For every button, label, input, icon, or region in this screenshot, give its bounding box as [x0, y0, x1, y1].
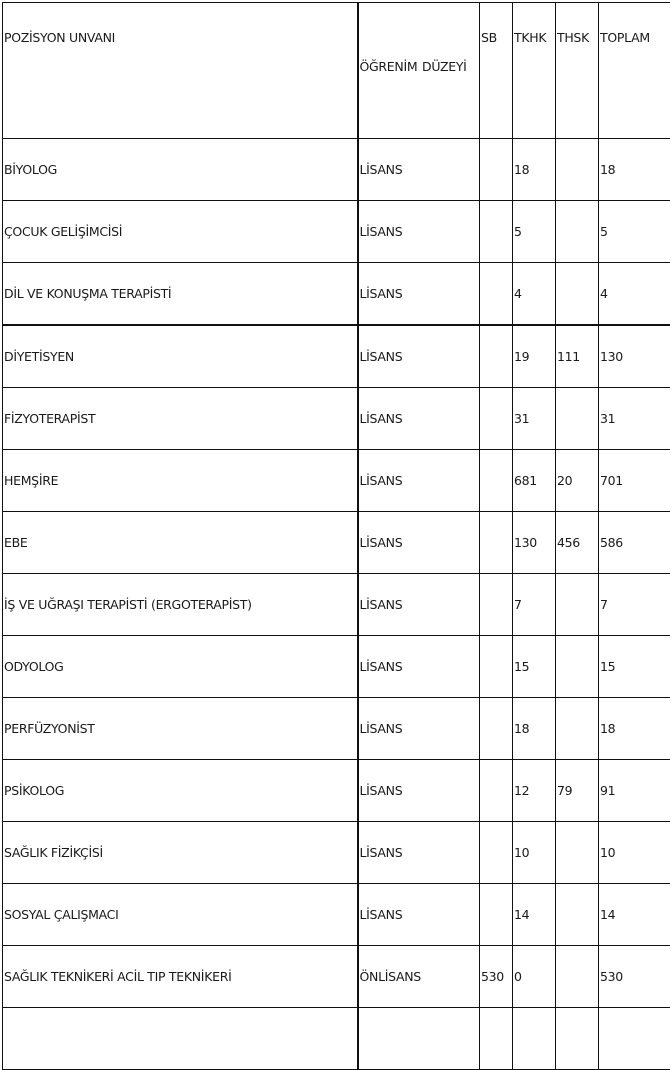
cell-education: LİSANS: [358, 325, 480, 388]
cell-sb: [480, 698, 513, 760]
table-header-row: [3, 3, 670, 139]
cell-sb: [480, 325, 513, 388]
cell-education: LİSANS: [358, 574, 480, 636]
cell-sb: [480, 512, 513, 574]
cell-thsk: [556, 946, 599, 1008]
cell-thsk: [556, 139, 599, 201]
cell-thsk: [556, 263, 599, 326]
cell-tkhk: 0: [513, 946, 556, 1008]
cell-education: LİSANS: [358, 263, 480, 326]
cell-position: DİL VE KONUŞMA TERAPİSTİ: [3, 263, 358, 326]
cell-position: FİZYOTERAPİST: [3, 388, 358, 450]
cell-tkhk: 4: [513, 263, 556, 326]
cell-sb: [480, 760, 513, 822]
table-row: [3, 263, 670, 326]
table-row: [3, 760, 670, 822]
cell-thsk: [556, 698, 599, 760]
table-row: [3, 201, 670, 263]
cell-total: 91: [599, 760, 670, 822]
cell-tkhk: 5: [513, 201, 556, 263]
cell-sb: [480, 822, 513, 884]
cell-thsk: [556, 574, 599, 636]
cell-tkhk: 18: [513, 139, 556, 201]
cell-tkhk: 681: [513, 450, 556, 512]
header-education-level: ÖĞRENİM DÜZEYİ: [358, 3, 480, 139]
cell-total: 130: [599, 325, 670, 388]
cell-sb: [480, 201, 513, 263]
cell-education: LİSANS: [358, 139, 480, 201]
cell-education: LİSANS: [358, 884, 480, 946]
cell-total: [599, 1008, 670, 1070]
cell-education: LİSANS: [358, 201, 480, 263]
table-row: [3, 388, 670, 450]
cell-position: [3, 1008, 358, 1070]
cell-tkhk: [513, 1008, 556, 1070]
table-row: [3, 822, 670, 884]
header-thsk: THSK: [556, 3, 599, 139]
cell-total: 18: [599, 139, 670, 201]
table-row: [3, 884, 670, 946]
header-position: POZİSYON UNVANI: [3, 3, 358, 139]
cell-thsk: [556, 1008, 599, 1070]
table-row: [3, 512, 670, 574]
table-row: [3, 636, 670, 698]
cell-education: LİSANS: [358, 636, 480, 698]
table-row: [3, 139, 670, 201]
cell-tkhk: 31: [513, 388, 556, 450]
cell-sb: [480, 574, 513, 636]
cell-position: EBE: [3, 512, 358, 574]
cell-tkhk: 14: [513, 884, 556, 946]
cell-total: 14: [599, 884, 670, 946]
cell-tkhk: 18: [513, 698, 556, 760]
cell-position: SOSYAL ÇALIŞMACI: [3, 884, 358, 946]
cell-thsk: 111: [556, 325, 599, 388]
cell-total: 4: [599, 263, 670, 326]
cell-tkhk: 19: [513, 325, 556, 388]
table-row-partial: [3, 1008, 670, 1070]
cell-total: 15: [599, 636, 670, 698]
cell-total: 530: [599, 946, 670, 1008]
cell-sb: [480, 139, 513, 201]
cell-education: LİSANS: [358, 388, 480, 450]
cell-thsk: 20: [556, 450, 599, 512]
cell-thsk: [556, 388, 599, 450]
table-row: [3, 946, 670, 1008]
cell-total: 31: [599, 388, 670, 450]
cell-position: DİYETİSYEN: [3, 325, 358, 388]
cell-tkhk: 130: [513, 512, 556, 574]
cell-position: SAĞLIK TEKNİKERİ ACİL TIP TEKNİKERİ: [3, 946, 358, 1008]
cell-total: 5: [599, 201, 670, 263]
header-total: TOPLAM: [599, 3, 670, 139]
header-sb: SB: [480, 3, 513, 139]
cell-thsk: [556, 201, 599, 263]
cell-thsk: 79: [556, 760, 599, 822]
cell-thsk: [556, 884, 599, 946]
cell-thsk: [556, 636, 599, 698]
cell-tkhk: 15: [513, 636, 556, 698]
staffing-table: [2, 2, 670, 1070]
cell-thsk: [556, 822, 599, 884]
table-row: [3, 325, 670, 388]
cell-total: 7: [599, 574, 670, 636]
cell-sb: [480, 263, 513, 326]
cell-position: PSİKOLOG: [3, 760, 358, 822]
cell-tkhk: 7: [513, 574, 556, 636]
cell-sb: [480, 1008, 513, 1070]
cell-education: LİSANS: [358, 698, 480, 760]
cell-education: LİSANS: [358, 822, 480, 884]
cell-position: ÇOCUK GELİŞİMCİSİ: [3, 201, 358, 263]
cell-tkhk: 12: [513, 760, 556, 822]
cell-sb: [480, 884, 513, 946]
cell-sb: [480, 450, 513, 512]
cell-tkhk: 10: [513, 822, 556, 884]
table-row: [3, 698, 670, 760]
cell-education: LİSANS: [358, 760, 480, 822]
cell-position: SAĞLIK FİZİKÇİSİ: [3, 822, 358, 884]
cell-total: 10: [599, 822, 670, 884]
cell-total: 586: [599, 512, 670, 574]
cell-sb: [480, 636, 513, 698]
cell-sb: [480, 388, 513, 450]
cell-thsk: 456: [556, 512, 599, 574]
cell-total: 701: [599, 450, 670, 512]
cell-education: LİSANS: [358, 450, 480, 512]
cell-total: 18: [599, 698, 670, 760]
cell-position: HEMŞİRE: [3, 450, 358, 512]
table-row: [3, 574, 670, 636]
cell-sb: 530: [480, 946, 513, 1008]
cell-position: PERFÜZYONİST: [3, 698, 358, 760]
cell-education: ÖNLİSANS: [358, 946, 480, 1008]
table-row: [3, 450, 670, 512]
cell-education: [358, 1008, 480, 1070]
cell-position: ODYOLOG: [3, 636, 358, 698]
cell-education: LİSANS: [358, 512, 480, 574]
cell-position: İŞ VE UĞRAŞI TERAPİSTİ (ERGOTERAPİST): [3, 574, 358, 636]
cell-position: BİYOLOG: [3, 139, 358, 201]
header-tkhk: TKHK: [513, 3, 556, 139]
